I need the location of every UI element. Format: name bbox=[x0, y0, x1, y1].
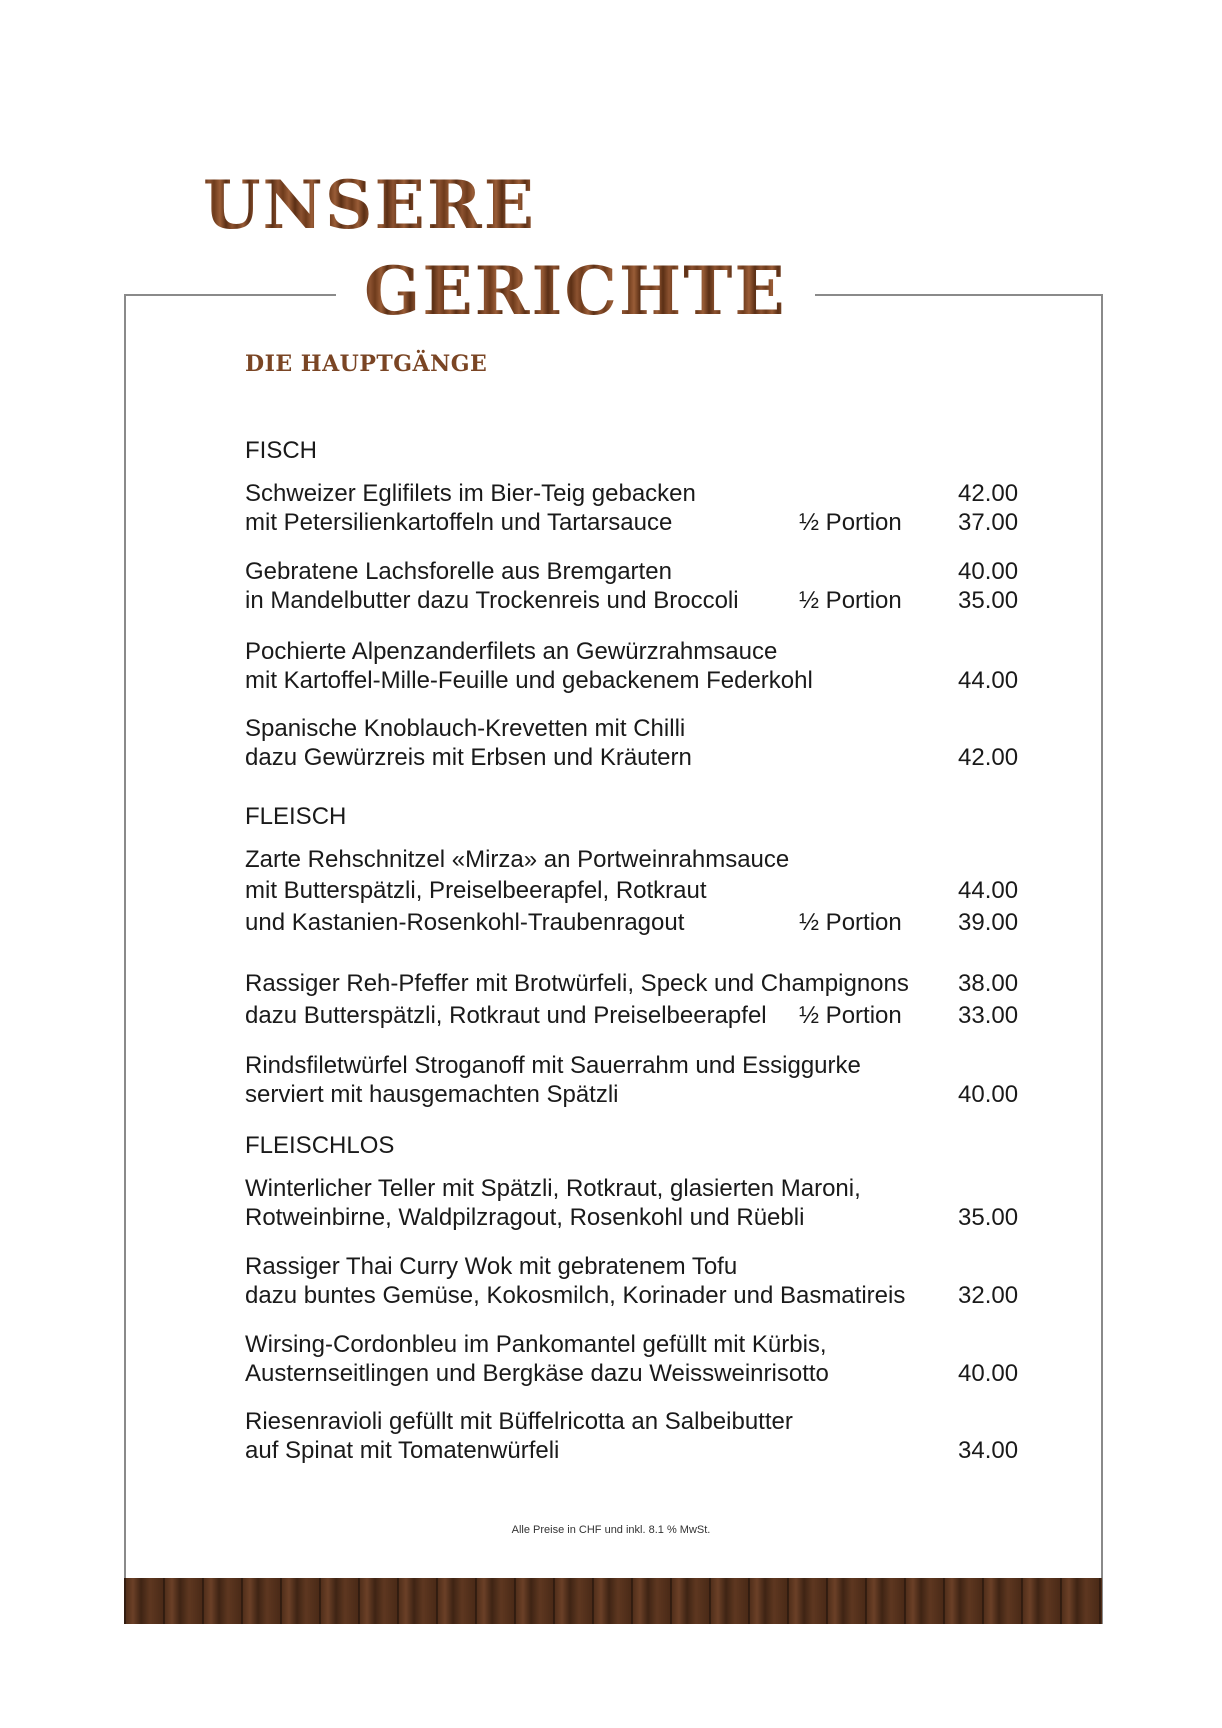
dish-price: 34.00 bbox=[958, 1437, 1019, 1464]
dish-description: Pochierte Alpenzanderfilets an Gewürzrahmsauce bbox=[245, 638, 778, 665]
dish-description: Spanische Knoblauch-Krevetten mit Chilli bbox=[245, 715, 686, 742]
dish-description: Gebratene Lachsforelle aus Bremgarten bbox=[245, 558, 672, 585]
half-portion-label: ½ Portion bbox=[799, 909, 902, 936]
dish-price: 40.00 bbox=[958, 1081, 1019, 1108]
dish-description: Winterlicher Teller mit Spätzli, Rotkraut, glasierten Maroni, bbox=[245, 1175, 861, 1202]
dish-description: mit Butterspätzli, Preiselbeerapfel, Rotkraut bbox=[245, 877, 707, 904]
menu-subtitle: DIE HAUPTGÄNGE bbox=[245, 351, 488, 377]
frame-top-left-rule bbox=[124, 294, 336, 296]
dish-price: 35.00 bbox=[958, 587, 1019, 614]
dish-description: dazu Butterspätzli, Rotkraut und Preiselbeerapfel bbox=[245, 1002, 767, 1029]
dish-description: Rotweinbirne, Waldpilzragout, Rosenkohl und Rüebli bbox=[245, 1204, 805, 1231]
dish-price: 40.00 bbox=[958, 1360, 1019, 1387]
dish-price: 32.00 bbox=[958, 1282, 1019, 1309]
dish-description: Zarte Rehschnitzel «Mirza» an Portweinrahmsauce bbox=[245, 846, 790, 873]
dish-price: 40.00 bbox=[958, 558, 1019, 585]
dish-description: Rindsfiletwürfel Stroganoff mit Sauerrahm und Essiggurke bbox=[245, 1052, 861, 1079]
dish-price: 44.00 bbox=[958, 667, 1019, 694]
dish-description: dazu Gewürzreis mit Erbsen und Kräutern bbox=[245, 744, 692, 771]
dish-description: Rassiger Thai Curry Wok mit gebratenem Tofu bbox=[245, 1253, 738, 1280]
dish-description: Austernseitlingen und Bergkäse dazu Weissweinrisotto bbox=[245, 1360, 829, 1387]
section-heading: FLEISCHLOS bbox=[245, 1132, 395, 1159]
dish-price: 35.00 bbox=[958, 1204, 1019, 1231]
dish-price: 39.00 bbox=[958, 909, 1019, 936]
dish-description: in Mandelbutter dazu Trockenreis und Broccoli bbox=[245, 587, 739, 614]
menu-title-line-1: UNSERE bbox=[203, 166, 537, 244]
dish-description: serviert mit hausgemachten Spätzli bbox=[245, 1081, 619, 1108]
frame-left-border bbox=[124, 294, 126, 1624]
dish-price: 38.00 bbox=[958, 970, 1019, 997]
frame-right-border bbox=[1101, 294, 1103, 1624]
dish-price: 37.00 bbox=[958, 509, 1019, 536]
dish-description: Schweizer Eglifilets im Bier-Teig gebacken bbox=[245, 480, 696, 507]
dish-price: 42.00 bbox=[958, 480, 1019, 507]
frame-top-right-rule bbox=[815, 294, 1102, 296]
menu-title-line-2: GERICHTE bbox=[364, 252, 787, 330]
dish-description: und Kastanien-Rosenkohl-Traubenragout bbox=[245, 909, 685, 936]
dish-price: 42.00 bbox=[958, 744, 1019, 771]
dish-description: dazu buntes Gemüse, Kokosmilch, Korinader und Basmatireis bbox=[245, 1282, 906, 1309]
dish-description: mit Petersilienkartoffeln und Tartarsauce bbox=[245, 509, 673, 536]
dish-description: Riesenravioli gefüllt mit Büffelricotta an Salbeibutter bbox=[245, 1408, 793, 1435]
dish-price: 33.00 bbox=[958, 1002, 1019, 1029]
section-heading: FLEISCH bbox=[245, 803, 347, 830]
price-footnote: Alle Preise in CHF und inkl. 8.1 % MwSt. bbox=[511, 1524, 711, 1536]
half-portion-label: ½ Portion bbox=[799, 587, 902, 614]
dish-description: auf Spinat mit Tomatenwürfeli bbox=[245, 1437, 560, 1464]
dish-price: 44.00 bbox=[958, 877, 1019, 904]
half-portion-label: ½ Portion bbox=[799, 509, 902, 536]
half-portion-label: ½ Portion bbox=[799, 1002, 902, 1029]
section-heading: FISCH bbox=[245, 437, 317, 464]
wood-texture-footer-bar bbox=[124, 1578, 1102, 1624]
dish-description: Wirsing-Cordonbleu im Pankomantel gefüllt mit Kürbis, bbox=[245, 1331, 827, 1358]
dish-description: mit Kartoffel-Mille-Feuille und gebackenem Federkohl bbox=[245, 667, 813, 694]
dish-description: Rassiger Reh-Pfeffer mit Brotwürfeli, Speck und Champignons bbox=[245, 970, 909, 997]
